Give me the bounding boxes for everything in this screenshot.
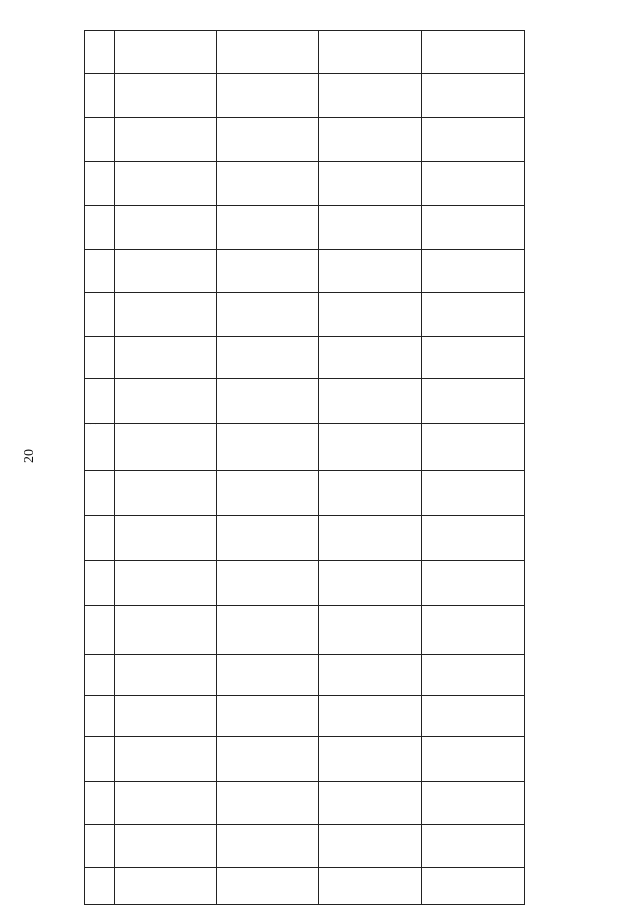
header-number-cell — [85, 655, 115, 695]
row-1-cell — [115, 867, 217, 904]
table-column-5 — [85, 695, 609, 737]
header-number-cell — [85, 336, 115, 379]
row-1-cell — [115, 516, 217, 561]
table-column-6 — [85, 655, 609, 695]
table-column-13 — [85, 336, 609, 379]
row-1-cell — [115, 655, 217, 695]
row-4-cell — [422, 336, 525, 379]
row-2-cell — [217, 117, 319, 161]
row-4-cell — [422, 31, 525, 74]
row-4-cell — [422, 161, 525, 205]
header-number-cell-text — [85, 73, 115, 86]
row-1-cell — [115, 292, 217, 336]
row-2-cell — [217, 73, 319, 117]
row-3-cell — [319, 205, 422, 249]
row-2-cell — [217, 424, 319, 470]
row-3-cell — [319, 606, 422, 655]
row-3-cell — [319, 867, 422, 904]
row-3-cell — [319, 516, 422, 561]
row-3-cell — [319, 31, 422, 74]
table-column-19 — [85, 73, 609, 117]
row-1-cell — [115, 470, 217, 515]
header-number-cell — [85, 249, 115, 292]
row-2-cell — [217, 336, 319, 379]
header-number-cell — [85, 379, 115, 424]
table-column-14 — [85, 292, 609, 336]
header-number-cell-text — [85, 470, 115, 485]
header-number-cell — [85, 606, 115, 655]
row-4-cell — [422, 561, 525, 606]
row-2-cell — [217, 205, 319, 249]
row-1-cell — [115, 161, 217, 205]
header-number-cell — [85, 737, 115, 782]
table-column-17 — [85, 161, 609, 205]
row-4-cell — [422, 470, 525, 515]
row-3-cell — [319, 695, 422, 737]
row-1-cell — [115, 782, 217, 825]
row-2-cell — [217, 695, 319, 737]
row-2-cell — [217, 606, 319, 655]
row-3-cell — [319, 470, 422, 515]
row-4-cell — [422, 379, 525, 424]
row-3-cell — [319, 825, 422, 868]
row-1-cell — [115, 424, 217, 470]
row-1-cell — [115, 73, 217, 117]
row-4-cell — [422, 73, 525, 117]
row-4-cell — [422, 292, 525, 336]
row-2-cell — [217, 561, 319, 606]
header-number-cell-text — [85, 695, 115, 706]
row-3-cell — [319, 737, 422, 782]
row-1-cell — [115, 825, 217, 868]
header-number-cell-text — [85, 825, 115, 837]
row-3-cell — [319, 336, 422, 379]
table-column-12 — [85, 379, 609, 424]
row-3-cell — [319, 379, 422, 424]
table-column-1 — [85, 867, 609, 904]
header-number-cell-text — [85, 31, 115, 43]
header-number-cell — [85, 695, 115, 737]
row-1-cell — [115, 379, 217, 424]
header-number-cell-text — [85, 737, 115, 752]
row-4-cell — [422, 424, 525, 470]
row-4-cell — [422, 825, 525, 868]
table-column-9 — [85, 516, 609, 561]
table-column-15 — [85, 249, 609, 292]
row-3-cell — [319, 424, 422, 470]
row-2-cell — [217, 31, 319, 74]
row-1-cell — [115, 737, 217, 782]
row-4-cell — [422, 695, 525, 737]
row-1-cell — [115, 205, 217, 249]
table-column-11 — [85, 424, 609, 470]
header-number-cell-text — [85, 782, 115, 794]
table-column-8 — [85, 561, 609, 606]
header-number-cell-text — [85, 161, 115, 174]
header-number-cell — [85, 561, 115, 606]
header-number-cell — [85, 516, 115, 561]
row-2-cell — [217, 782, 319, 825]
row-3-cell — [319, 117, 422, 161]
row-3-cell — [319, 561, 422, 606]
row-2-cell — [217, 655, 319, 695]
header-number-cell-text — [85, 655, 115, 665]
table-column-7 — [85, 606, 609, 655]
row-4-cell — [422, 516, 525, 561]
header-number-cell-text — [85, 205, 115, 218]
row-4-cell — [422, 867, 525, 904]
header-number-cell — [85, 470, 115, 515]
table-column-4 — [85, 737, 609, 782]
row-4-cell — [422, 249, 525, 292]
row-1-cell — [115, 117, 217, 161]
header-number-cell-text — [85, 561, 115, 576]
row-4-cell — [422, 782, 525, 825]
row-1-cell — [115, 695, 217, 737]
table-column-16 — [85, 205, 609, 249]
row-3-cell — [319, 161, 422, 205]
row-3-cell — [319, 782, 422, 825]
header-number-cell — [85, 424, 115, 470]
header-number-cell-text — [85, 867, 115, 874]
row-4-cell — [422, 606, 525, 655]
header-number-cell — [85, 292, 115, 336]
row-2-cell — [217, 737, 319, 782]
header-number-cell — [85, 205, 115, 249]
header-number-cell — [85, 117, 115, 161]
header-number-cell-text — [85, 606, 115, 624]
header-number-cell-text — [85, 336, 115, 348]
table-column-10 — [85, 470, 609, 515]
row-3-cell — [319, 655, 422, 695]
table-column-18 — [85, 117, 609, 161]
header-number-cell-text — [85, 379, 115, 394]
header-number-cell-text — [85, 249, 115, 261]
row-2-cell — [217, 249, 319, 292]
row-4-cell — [422, 117, 525, 161]
row-2-cell — [217, 292, 319, 336]
row-4-cell — [422, 655, 525, 695]
row-1-cell — [115, 31, 217, 74]
indicators-table — [84, 30, 609, 905]
row-2-cell — [217, 516, 319, 561]
row-3-cell — [319, 73, 422, 117]
row-2-cell — [217, 379, 319, 424]
row-4-cell — [422, 205, 525, 249]
row-2-cell — [217, 470, 319, 515]
header-number-cell — [85, 161, 115, 205]
table-column-20 — [85, 31, 609, 74]
header-number-cell-text — [85, 292, 115, 305]
row-4-cell — [422, 737, 525, 782]
header-number-cell — [85, 825, 115, 868]
row-1-cell — [115, 249, 217, 292]
header-number-cell-text — [85, 117, 115, 130]
header-number-cell — [85, 73, 115, 117]
header-number-cell-text — [85, 424, 115, 440]
table-column-3 — [85, 782, 609, 825]
page-number: 20 — [22, 449, 37, 463]
table-column-2 — [85, 825, 609, 868]
row-3-cell — [319, 249, 422, 292]
row-3-cell — [319, 292, 422, 336]
row-2-cell — [217, 825, 319, 868]
row-1-cell — [115, 606, 217, 655]
header-number-cell — [85, 31, 115, 74]
header-number-cell — [85, 782, 115, 825]
row-1-cell — [115, 336, 217, 379]
row-1-cell — [115, 561, 217, 606]
row-2-cell — [217, 161, 319, 205]
header-number-cell — [85, 867, 115, 904]
row-2-cell — [217, 867, 319, 904]
header-number-cell-text — [85, 516, 115, 531]
